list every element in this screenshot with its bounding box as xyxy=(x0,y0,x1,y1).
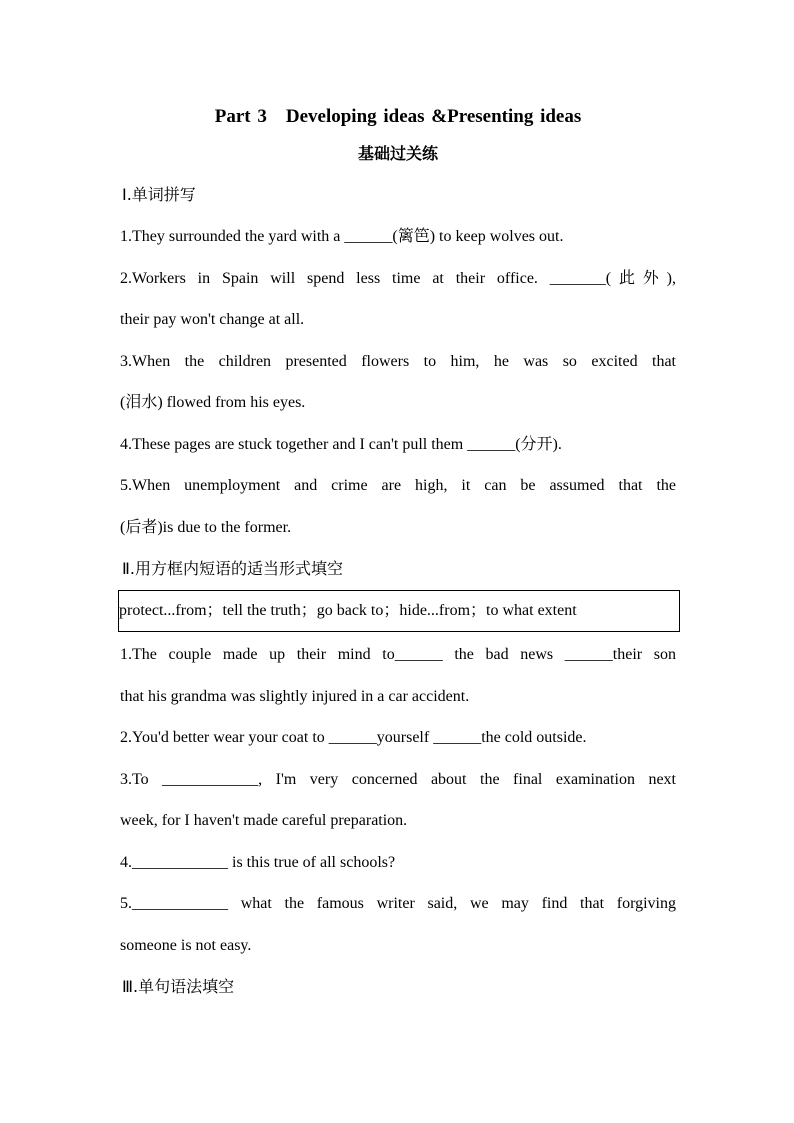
question-line: (泪水) flowed from his eyes. xyxy=(120,394,306,411)
question-line: 2.Workers in Spain will spend less time at their office. _______(此外), xyxy=(120,269,676,287)
question-line: someone is not easy. xyxy=(120,936,252,954)
question-line: week, for I haven't made careful preparation. xyxy=(120,812,408,829)
section-1-heading: Ⅰ.单词拼写 xyxy=(122,185,196,204)
question-line: 5.____________ what the famous writer said, we may find that forgiving xyxy=(120,895,676,912)
page-title: Part 3 Developing ideas &Presenting ideas xyxy=(214,106,582,127)
document-page xyxy=(120,100,676,1008)
question-line: that his grandma was slightly injured in a car accident. xyxy=(120,687,470,705)
section-3-heading: Ⅲ.单句语法填空 xyxy=(122,977,235,996)
question-line: 1.They surrounded the yard with a ______(篱笆) to keep wolves out. xyxy=(120,228,564,245)
section-2-heading: Ⅱ.用方框内短语的适当形式填空 xyxy=(122,559,343,578)
question-line: 4.____________ is this true of all schools? xyxy=(120,853,396,871)
question-line: 5.When unemployment and crime are high, it can be assumed that the xyxy=(120,477,676,494)
question-line: 4.These pages are stuck together and I can't pull them ______(分开). xyxy=(120,435,562,453)
phrase-box: protect...from；tell the truth；go back to；hide...from；to what extent xyxy=(118,590,680,632)
question-line: 3.To ____________, I'm very concerned about the final examination next xyxy=(120,770,676,788)
question-line: their pay won't change at all. xyxy=(120,311,305,328)
question-line: 2.You'd better wear your coat to ______yourself ______the cold outside. xyxy=(120,729,587,746)
page-subtitle: 基础过关练 xyxy=(357,144,438,163)
question-line: 1.The couple made up their mind to______ the bad news ______their son xyxy=(120,646,676,663)
question-line: (后者)is due to the former. xyxy=(120,518,292,536)
question-line: 3.When the children presented flowers to him, he was so excited that xyxy=(120,352,676,370)
